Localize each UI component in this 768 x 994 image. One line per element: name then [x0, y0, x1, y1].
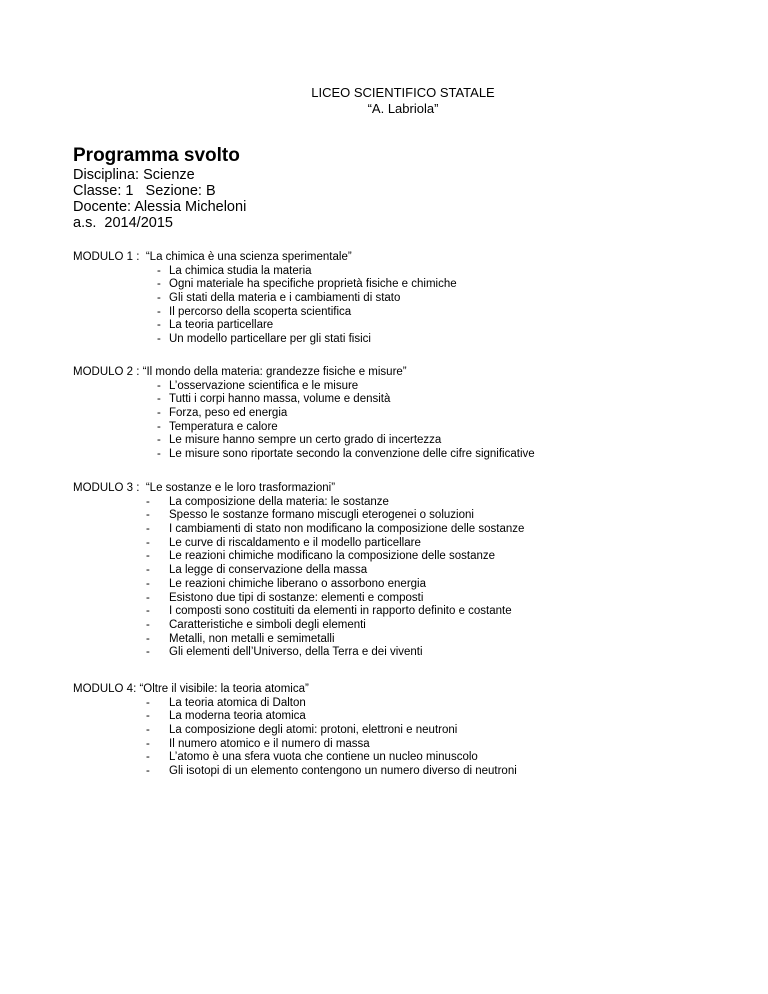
bullet: - — [146, 605, 150, 618]
bullet: - — [146, 564, 150, 577]
topic: Ogni materiale ha specifiche proprietà fisiche e chimiche — [169, 278, 457, 291]
bullet: - — [146, 724, 150, 737]
bullet: - — [146, 696, 150, 709]
list-item — [73, 710, 309, 724]
topic: La moderna teoria atomica — [169, 710, 306, 723]
bullet: - — [146, 632, 150, 645]
topic: Le misure sono riportate secondo la convenzione delle cifre significative — [169, 448, 535, 461]
list-item — [73, 591, 424, 606]
topic-list — [73, 696, 517, 779]
list-item — [73, 523, 525, 537]
topic-list — [73, 264, 457, 347]
module-3 — [73, 482, 525, 660]
topic: Gli elementi dell’Universo, della Terra e dei viventi — [169, 646, 423, 659]
topic-list — [73, 379, 535, 462]
list-item — [73, 564, 368, 578]
list-item — [73, 737, 370, 752]
bullet: - — [146, 618, 150, 631]
topic: La teoria atomica di Dalton — [169, 696, 306, 709]
module-4 — [73, 683, 517, 779]
bullet: - — [146, 550, 150, 563]
topic: Le reazioni chimiche liberano o assorbono energia — [169, 577, 426, 590]
module-1 — [73, 251, 457, 347]
topic: Le reazioni chimiche modificano la composizione delle sostanze — [169, 550, 496, 563]
topic: Temperatura e calore — [169, 420, 278, 433]
bullet: - — [157, 420, 161, 433]
topic: I composti sono costituiti da elementi in rapporto definito e costante — [169, 605, 512, 618]
list-item — [73, 333, 371, 347]
module-title: MODULO 4: “Oltre il visibile: la teoria atomica” — [73, 683, 309, 695]
module-title: MODULO 1 : “La chimica è una scienza sperimentale” — [73, 251, 352, 263]
list-item — [73, 577, 426, 592]
topic: Spesso le sostanze formano miscugli eterogenei o soluzioni — [169, 509, 474, 522]
bullet: - — [157, 278, 161, 291]
topic: La chimica studia la materia — [169, 264, 312, 277]
list-item — [73, 536, 421, 551]
topic: Esistono due tipi di sostanze: elementi e composti — [169, 591, 424, 604]
topic: Un modello particellare per gli stati fisici — [169, 333, 371, 346]
list-item — [73, 618, 366, 633]
bullet: - — [146, 536, 150, 549]
school-title: “A. Labriola” — [367, 101, 439, 116]
list-item — [73, 724, 458, 738]
bullet: - — [157, 292, 161, 305]
school-name: LICEO SCIENTIFICO STATALE — [311, 85, 495, 100]
list-item — [73, 434, 442, 448]
bullet: - — [146, 577, 150, 590]
list-item — [73, 306, 352, 320]
topic: L’osservazione scientifica e le misure — [169, 379, 359, 392]
topic: Caratteristiche e simboli degli elementi — [169, 618, 366, 631]
topic: L’atomo è una sfera vuota che contiene un nucleo minuscolo — [169, 751, 478, 764]
bullet: - — [146, 737, 150, 750]
list-item — [73, 509, 474, 523]
topic: La composizione della materia: le sostanze — [169, 495, 389, 508]
topic: Le curve di riscaldamento e il modello particellare — [169, 536, 421, 549]
topic: Il numero atomico e il numero di massa — [169, 737, 370, 750]
list-item — [73, 319, 352, 333]
list-item — [73, 550, 496, 564]
teacher-line: Docente: Alessia Micheloni — [73, 199, 247, 215]
class-line: Classe: 1 Sezione: B — [73, 183, 216, 199]
topic: Metalli, non metalli e semimetalli — [169, 632, 335, 645]
document-header — [0, 85, 768, 117]
topic: La composizione degli atomi: protoni, elettroni e neutroni — [169, 724, 458, 737]
bullet: - — [157, 434, 161, 447]
discipline-line: Disciplina: Scienze — [73, 167, 195, 183]
year-line: a.s. 2014/2015 — [73, 215, 173, 231]
list-item — [73, 633, 335, 647]
bullet: - — [146, 495, 150, 508]
list-item — [73, 751, 478, 765]
topic: Gli stati della materia e i cambiamenti di stato — [169, 292, 401, 305]
bullet: - — [146, 646, 150, 659]
bullet: - — [157, 305, 161, 318]
topic: Il percorso della scoperta scientifica — [169, 305, 352, 318]
bullet: - — [157, 393, 161, 406]
bullet: - — [146, 591, 150, 604]
topic: Tutti i corpi hanno massa, volume e densità — [169, 393, 391, 406]
list-item — [73, 697, 309, 711]
topic: Le misure hanno sempre un certo grado di incertezza — [169, 434, 442, 447]
module-title: MODULO 2 : “Il mondo della materia: grandezze fisiche e misure” — [73, 366, 407, 378]
bullet: - — [146, 509, 150, 522]
topic: La legge di conservazione della massa — [169, 564, 368, 577]
bullet: - — [146, 710, 150, 723]
list-item — [73, 605, 512, 619]
bullet: - — [157, 333, 161, 346]
list-item — [73, 421, 407, 435]
bullet: - — [146, 523, 150, 536]
bullet: - — [146, 751, 150, 764]
list-item — [73, 380, 407, 394]
topic: Forza, peso ed energia — [169, 407, 288, 420]
bullet: - — [146, 765, 150, 778]
module-title: MODULO 3 : “Le sostanze e le loro trasformazioni” — [73, 482, 336, 494]
list-item — [73, 646, 423, 660]
topic: La teoria particellare — [169, 319, 274, 332]
bullet: - — [157, 379, 161, 392]
list-item — [73, 407, 407, 421]
topic: Gli isotopi di un elemento contengono un numero diverso di neutroni — [169, 765, 517, 778]
list-item — [73, 265, 352, 279]
page-title: Programma svolto — [73, 145, 240, 166]
list-item — [73, 278, 457, 292]
bullet: - — [157, 448, 161, 461]
bullet: - — [157, 407, 161, 420]
list-item — [73, 495, 389, 510]
list-item — [73, 292, 401, 306]
list-item — [73, 393, 407, 407]
topic-list — [73, 495, 525, 660]
topic: I cambiamenti di stato non modificano la composizione delle sostanze — [169, 523, 525, 536]
course-info — [73, 167, 246, 231]
module-2 — [73, 366, 535, 462]
bullet: - — [157, 319, 161, 332]
list-item — [73, 448, 535, 462]
bullet: - — [157, 264, 161, 277]
list-item — [73, 765, 517, 779]
